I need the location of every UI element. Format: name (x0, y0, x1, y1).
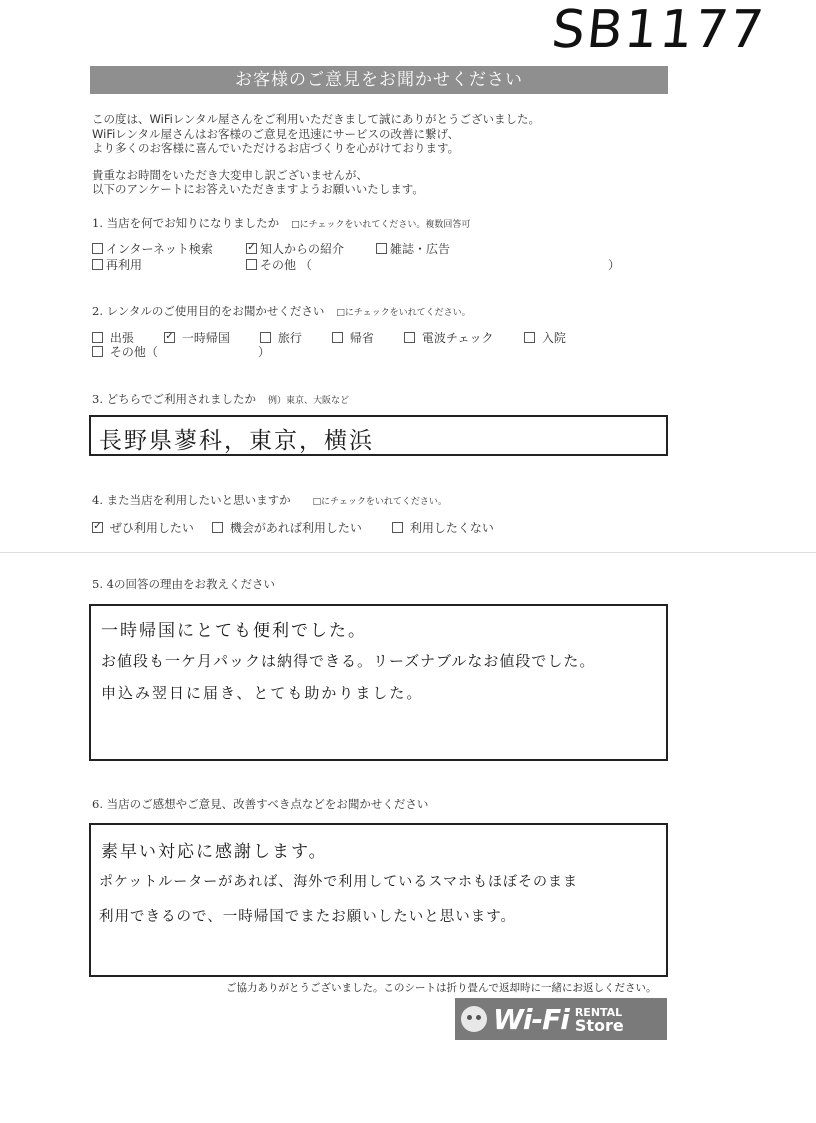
question-4-label (92, 492, 447, 508)
intro-text (92, 112, 540, 209)
question-1-label (92, 215, 470, 231)
q1-option-other[interactable]: その他 （ (246, 256, 312, 273)
question-4-text: 4. また当店を利用したいと思いますか (92, 493, 291, 507)
q2-other-close: ） (258, 345, 271, 359)
checkbox[interactable] (92, 243, 103, 254)
q2-option-other[interactable]: その他（ (92, 343, 158, 360)
checkbox[interactable] (246, 259, 257, 270)
q2-option-hospital[interactable]: 入院 (524, 329, 566, 346)
checkbox[interactable] (376, 243, 387, 254)
question-3-example: 例）東京、大阪など (268, 396, 350, 406)
q1-option-reuse[interactable]: 再利用 (92, 256, 142, 273)
intro-line: WiFiレンタル屋さんはお客様のご意見を迅速にサービスの改善に繋げ、 (92, 126, 460, 141)
q5-answer-line: 一時帰国にとても便利でした。 (101, 621, 367, 641)
page-title: お客様のご意見をお聞かせください (90, 66, 668, 94)
q4-option-no[interactable]: 利用したくない (392, 519, 494, 536)
q2-option-travel[interactable]: 旅行 (260, 329, 302, 346)
question-3-text: 3. どちらでご利用されましたか (92, 392, 257, 406)
q5-answer-box[interactable] (89, 604, 668, 761)
intro-line: 貴重なお時間をいただき大変申し訳ございませんが、 (92, 167, 368, 182)
question-2-label (92, 303, 471, 319)
question-5-label: 5. 4の回答の理由をお教えください (92, 577, 275, 591)
q5-answer-line: お値段も一ケ月パックは納得できる。リーズナブルなお値段でした。 (101, 652, 596, 670)
checkbox-checked[interactable]: ✓ (247, 242, 256, 253)
q6-answer-line: 素早い対応に感謝します。 (101, 842, 328, 862)
q2-option-business[interactable]: 出張 (92, 329, 134, 346)
checkbox[interactable] (332, 332, 343, 343)
intro-line: 以下のアンケートにお答えいただきますようお願いいたします。 (92, 182, 424, 196)
logo-wifi: Wi-Fi (493, 1002, 569, 1036)
checkbox[interactable] (404, 332, 415, 343)
brand-logo (455, 998, 667, 1040)
q2-option-homecoming[interactable]: 帰省 (332, 329, 374, 346)
q1-option-referral[interactable]: ✓ 知人からの紹介 (247, 242, 345, 256)
question-2-text: 2. レンタルのご使用目的をお聞かせください (92, 304, 325, 318)
checkbox[interactable] (92, 259, 103, 270)
q1-option-internet[interactable]: インターネット検索 (92, 240, 213, 257)
logo-rental-store: RENTAL Store (574, 1006, 624, 1035)
q2-option-return[interactable]: ✓ 一時帰国 (165, 331, 230, 345)
checkbox[interactable] (92, 332, 103, 343)
question-6-label: 6. 当店のご感想やご意見、改善すべき点などをお聞かせください (92, 797, 429, 811)
checkbox[interactable] (92, 346, 103, 357)
question-2-note: □にチェックをいれてください。 (336, 308, 471, 318)
q3-answer-box[interactable] (89, 415, 668, 456)
q1-option-magazine[interactable]: 雑誌・広告 (376, 240, 450, 257)
q4-option-if-chance[interactable]: 機会があれば利用したい (212, 519, 362, 536)
footer-message: ご協力ありがとうございました。このシートは折り畳んで返却時に一緒にお返しください。 (226, 982, 657, 994)
q6-answer-line: 利用できるので、一時帰国でまたお願いしたいと思います。 (99, 909, 517, 925)
question-1-note: □にチェックをいれてください。複数回答可 (291, 220, 471, 230)
checkbox[interactable] (524, 332, 535, 343)
q2-option-signal-check[interactable]: 電波チェック (404, 329, 493, 346)
question-1-text: 1. 当店を何でお知りになりましたか (92, 216, 280, 230)
mascot-icon (461, 1006, 487, 1032)
q6-answer-line: ポケットルーターがあれば、海外で利用しているスマホもほぼそのまま (99, 874, 579, 890)
checkbox[interactable] (260, 332, 271, 343)
q1-other-close: ） (608, 258, 621, 272)
serial-number: SB1177 (548, 0, 769, 60)
checkbox-checked[interactable]: ✓ (93, 521, 102, 532)
question-4-note: □にチェックをいれてください。 (312, 497, 447, 507)
q3-answer: 長野県蓼科，東京，横浜 (99, 428, 374, 454)
q6-answer-box[interactable] (89, 823, 668, 977)
checkbox[interactable] (392, 522, 403, 533)
question-3-label (92, 391, 349, 407)
fold-line (0, 552, 816, 553)
q5-answer-line: 申込み翌日に届き、とても助かりました。 (101, 684, 424, 702)
checkbox-checked[interactable]: ✓ (165, 331, 174, 342)
checkbox[interactable] (212, 522, 223, 533)
intro-line: より多くのお客様に喜んでいただけるお店づくりを心がけております。 (92, 141, 460, 155)
intro-line: この度は、WiFiレンタル屋さんをご利用いただきまして誠にありがとうございました。 (92, 112, 541, 126)
q4-option-definitely[interactable]: ✓ ぜひ利用したい (93, 521, 194, 535)
